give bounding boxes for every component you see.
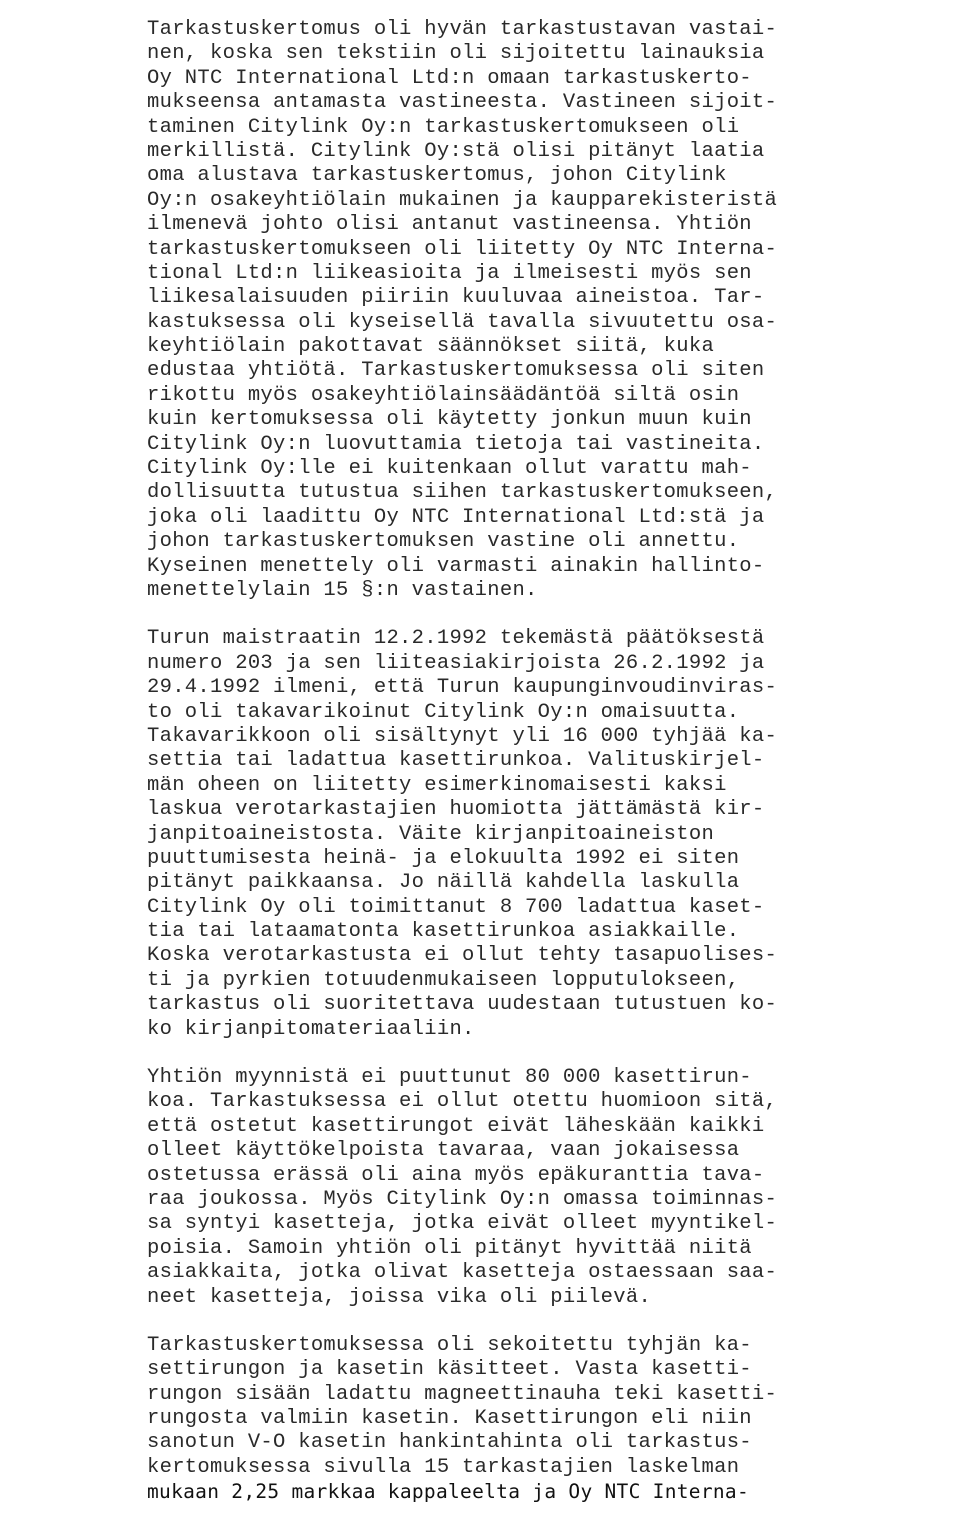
text-line: tarkastus oli suoritettava uudestaan tutustuen ko-	[147, 993, 778, 1017]
text-line: tional Ltd:n liikeasioita ja ilmeisesti myös sen	[147, 261, 752, 285]
text-line: settirungon ja kasetin käsitteet. Vasta kasetti-	[147, 1358, 752, 1382]
text-line: rikottu myös osakeyhtiölainsäädäntöä siltä osin	[147, 383, 740, 407]
text-line: koa. Tarkastuksessa ei ollut otettu huomioon sitä,	[147, 1090, 778, 1114]
paragraph-3	[147, 1066, 947, 1310]
text-line: janpitoaineistosta. Väite kirjanpitoaineiston	[147, 822, 715, 846]
paragraph-spacer	[147, 1042, 947, 1066]
text-line: Koska verotarkastusta ei ollut tehty tasapuolises-	[147, 944, 778, 968]
document-page	[147, 18, 947, 1505]
paragraph-spacer	[147, 603, 947, 627]
text-line: nen, koska sen tekstiin oli sijoitettu lainauksia	[147, 42, 765, 66]
text-line: sanotun V-O kasetin hankintahinta oli tarkastus-	[147, 1431, 752, 1455]
text-line: settia tai ladattua kasettirunkoa. Valituskirjel-	[147, 749, 765, 773]
text-line: ostetussa erässä oli aina myös epäkuranttia tava-	[147, 1163, 765, 1187]
text-line: kuin kertomuksessa oli käytetty jonkun muun kuin	[147, 408, 752, 432]
text-line: numero 203 ja sen liiteasiakirjoista 26.2.1992 ja	[147, 651, 765, 675]
text-line: Citylink Oy:n luovuttamia tietoja tai vastineita.	[147, 432, 765, 456]
text-line: taminen Citylink Oy:n tarkastuskertomukseen oli	[147, 115, 740, 139]
text-line: rungon sisään ladattu magneettinauha teki kasetti-	[147, 1382, 778, 1406]
text-line: mukaan 2,25 markkaa kappaleelta ja Oy NTC Interna-	[147, 1480, 749, 1504]
text-line: kastuksessa oli kyseisellä tavalla sivuutettu osa-	[147, 310, 778, 334]
text-line: keyhtiölain pakottavat säännökset siitä, kuka	[147, 335, 715, 359]
text-line: sa syntyi kasetteja, jotka eivät olleet myyntikel-	[147, 1212, 778, 1236]
text-line: merkillistä. Citylink Oy:stä olisi pitänyt laatia	[147, 139, 765, 163]
text-line: Citylink Oy oli toimittanut 8 700 ladattua kaset-	[147, 895, 765, 919]
text-line: laskua verotarkastajien huomiotta jättämästä kir-	[147, 798, 765, 822]
text-line: olleet käyttökelpoista tavaraa, vaan jokaisessa	[147, 1139, 740, 1163]
text-line: Yhtiön myynnistä ei puuttunut 80 000 kasettirun-	[147, 1066, 752, 1090]
text-line: tia tai lataamatonta kasettirunkoa asiakkaille.	[147, 920, 740, 944]
text-line: mukseensa antamasta vastineesta. Vastineen sijoit-	[147, 91, 778, 115]
text-line: johon tarkastuskertomuksen vastine oli annettu.	[147, 530, 740, 554]
text-line: Kyseinen menettely oli varmasti ainakin hallinto-	[147, 554, 765, 578]
paragraph-1	[147, 18, 947, 603]
text-line: ilmenevä johto olisi antanut vastineensa. Yhtiön	[147, 213, 752, 237]
text-line: rungosta valmiin kasetin. Kasettirungon eli niin	[147, 1407, 752, 1431]
paragraph-spacer	[147, 1310, 947, 1334]
text-line: dollisuutta tutustua siihen tarkastuskertomukseen,	[147, 481, 778, 505]
text-line: oma alustava tarkastuskertomus, johon Citylink	[147, 164, 727, 188]
text-line: Oy:n osakeyhtiölain mukainen ja kaupparekisteristä	[147, 188, 778, 212]
text-line: Tarkastuskertomus oli hyvän tarkastustavan vastai-	[147, 18, 778, 41]
text-line: män oheen on liitetty esimerkinomaisesti kaksi	[147, 773, 727, 797]
text-line: to oli takavarikoinut Citylink Oy:n omaisuutta.	[147, 700, 740, 724]
text-line: asiakkaita, jotka olivat kasetteja ostaessaan saa-	[147, 1261, 778, 1285]
text-line: Takavarikkoon oli sisältynyt yli 16 000 tyhjää ka-	[147, 724, 778, 748]
paragraph-2	[147, 627, 947, 1042]
text-line: raa joukossa. Myös Citylink Oy:n omassa toiminnas-	[147, 1187, 778, 1211]
text-line: Turun maistraatin 12.2.1992 tekemästä päätöksestä	[147, 627, 765, 651]
text-line: menettelylain 15 §:n vastainen.	[147, 578, 538, 602]
text-line: joka oli laadittu Oy NTC International Ltd:stä ja	[147, 505, 765, 529]
text-line: edustaa yhtiötä. Tarkastuskertomuksessa oli siten	[147, 359, 765, 383]
text-line: että ostetut kasettirungot eivät läheskään kaikki	[147, 1114, 765, 1138]
text-line: tarkastuskertomukseen oli liitetty Oy NTC Interna-	[147, 237, 778, 261]
text-line: Citylink Oy:lle ei kuitenkaan ollut varattu mah-	[147, 457, 752, 481]
text-line: ti ja pyrkien totuudenmukaiseen lopputulokseen,	[147, 968, 740, 992]
text-line: poisia. Samoin yhtiön oli pitänyt hyvittää niitä	[147, 1236, 752, 1260]
text-line: kertomuksessa sivulla 15 tarkastajien laskelman	[147, 1455, 740, 1479]
text-line: puuttumisesta heinä- ja elokuulta 1992 ei siten	[147, 846, 740, 870]
text-line: Oy NTC International Ltd:n omaan tarkastuskerto-	[147, 66, 752, 90]
text-line: Tarkastuskertomuksessa oli sekoitettu tyhjän ka-	[147, 1333, 752, 1357]
text-line: liikesalaisuuden piiriin kuuluvaa aineistoa. Tar-	[147, 286, 765, 310]
text-line: ko kirjanpitomateriaaliin.	[147, 1017, 475, 1041]
text-line: 29.4.1992 ilmeni, että Turun kaupunginvoudinviras-	[147, 676, 778, 700]
paragraph-4	[147, 1334, 947, 1505]
text-line: pitänyt paikkaansa. Jo näillä kahdella laskulla	[147, 871, 740, 895]
text-line: neet kasetteja, joissa vika oli piilevä.	[147, 1285, 652, 1309]
